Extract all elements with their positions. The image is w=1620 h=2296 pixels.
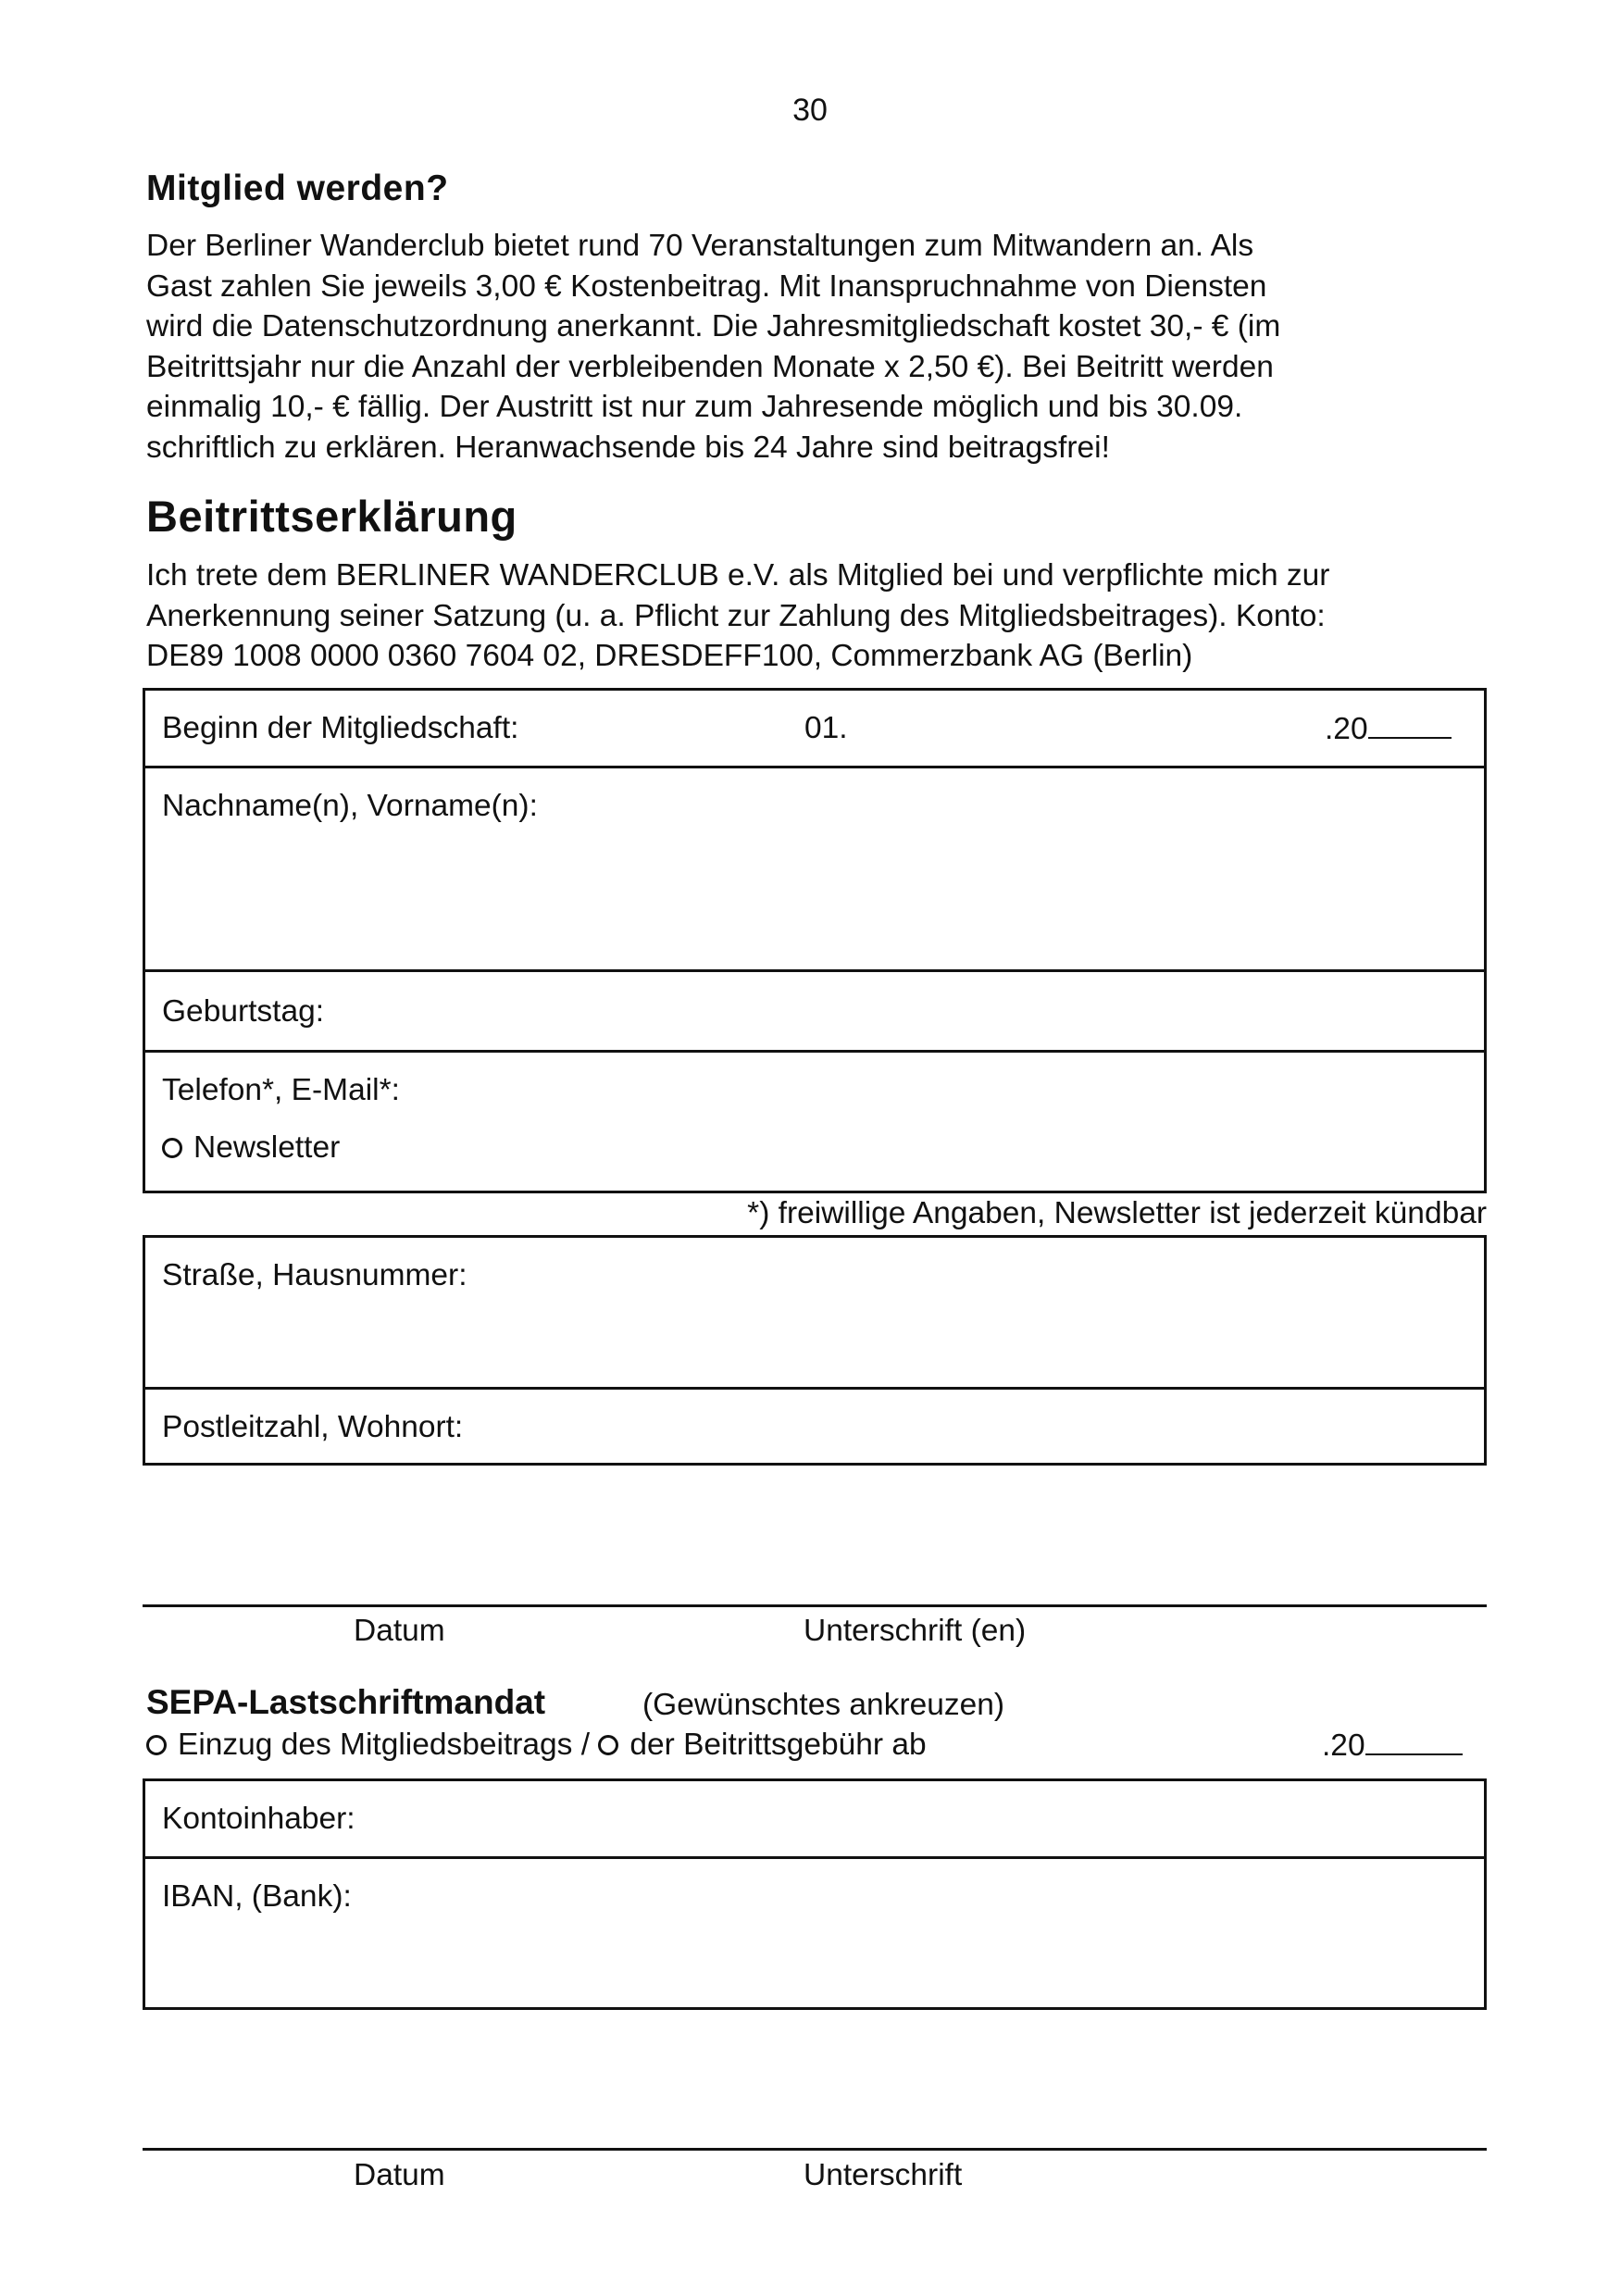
street-label: Straße, Hausnummer: [162, 1258, 467, 1292]
optional-footnote: *) freiwillige Angaben, Newsletter ist jederzeit kündbar [747, 1196, 1487, 1230]
iban-label: IBAN, (Bank): [162, 1879, 352, 1914]
signature-label: Unterschrift (en) [804, 1614, 1027, 1648]
sepa-signature-line[interactable] [143, 2148, 1487, 2151]
begin-label: Beginn der Mitgliedschaft: [162, 711, 519, 745]
address-form [143, 1235, 1487, 1466]
contact-label: Telefon*, E-Mail*: [162, 1073, 400, 1107]
sepa-date-label: Datum [354, 2158, 445, 2192]
membership-heading: Mitglied werden? [146, 168, 449, 208]
declaration-text [146, 555, 1489, 677]
sepa-hint: (Gewünschtes ankreuzen) [642, 1688, 1005, 1722]
begin-day: 01. [804, 711, 848, 745]
contact-row[interactable] [145, 1053, 1484, 1191]
declaration-line: DE89 1008 0000 0360 7604 02, DRESDEFF100, Commerzbank AG (Berlin) [146, 639, 1193, 673]
begin-year-prefix: .20 [1325, 712, 1368, 746]
sepa-title: SEPA-Lastschriftmandat [146, 1683, 546, 1721]
name-row[interactable] [145, 768, 1484, 972]
entry-fee-label: der Beitrittsgebühr ab [629, 1728, 927, 1762]
membership-line: wird die Datenschutzordnung anerkannt. Die Jahresmitgliedschaft kostet 30,- € (im [146, 309, 1281, 343]
birthday-label: Geburtstag: [162, 994, 325, 1029]
sepa-form [143, 1778, 1487, 2010]
declaration-line: Anerkennung seiner Satzung (u. a. Pflicht zur Zahlung des Mitgliedsbeitrages). Konto: [146, 598, 1326, 633]
declaration-heading: Beitrittserklärung [146, 492, 517, 541]
membership-line: Gast zahlen Sie jeweils 3,00 € Kostenbeitrag. Mit Inanspruchnahme von Diensten [146, 268, 1267, 304]
membership-line: einmalig 10,- € fällig. Der Austritt ist nur zum Jahresende möglich und bis 30.09. [146, 390, 1243, 424]
account-holder-label: Kontoinhaber: [162, 1802, 355, 1836]
sepa-year-prefix: .20 [1322, 1728, 1365, 1763]
membership-text [146, 226, 1489, 468]
name-label: Nachname(n), Vorname(n): [162, 789, 538, 823]
newsletter-checkbox[interactable] [162, 1138, 182, 1158]
membership-form [143, 688, 1487, 1193]
sepa-year-blank[interactable] [1365, 1728, 1463, 1755]
newsletter-label: Newsletter [193, 1130, 341, 1165]
signature-line[interactable] [143, 1604, 1487, 1607]
declaration-line: Ich trete dem BERLINER WANDERCLUB e.V. als Mitglied bei und verpflichte mich zur [146, 558, 1330, 593]
membership-fee-label: Einzug des Mitgliedsbeitrags [178, 1728, 573, 1762]
newsletter-option[interactable] [162, 1130, 340, 1166]
sepa-year [1322, 1728, 1463, 1764]
sepa-signature-label: Unterschrift [804, 2158, 963, 2192]
begin-row[interactable] [145, 691, 1484, 768]
membership-line: Beitrittsjahr nur die Anzahl der verbleibenden Monate x 2,50 €). Bei Beitritt werden [146, 349, 1274, 384]
street-row[interactable] [145, 1238, 1484, 1390]
begin-year [1325, 711, 1452, 747]
date-label: Datum [354, 1614, 445, 1648]
entry-fee-checkbox[interactable] [598, 1735, 618, 1755]
page-number: 30 [792, 93, 828, 128]
membership-fee-checkbox[interactable] [146, 1735, 167, 1755]
account-holder-row[interactable] [145, 1781, 1484, 1859]
iban-row[interactable] [145, 1859, 1484, 2007]
membership-line: schriftlich zu erklären. Heranwachsende bis 24 Jahre sind beitragsfrei! [146, 430, 1110, 465]
city-row[interactable] [145, 1390, 1484, 1463]
birthday-row[interactable] [145, 972, 1484, 1053]
option-separator: / [572, 1728, 599, 1762]
begin-year-blank[interactable] [1368, 711, 1452, 739]
membership-line: Der Berliner Wanderclub bietet rund 70 Veranstaltungen zum Mitwandern an. Als [146, 229, 1254, 263]
sepa-options [146, 1728, 927, 1763]
city-label: Postleitzahl, Wohnort: [162, 1410, 464, 1444]
